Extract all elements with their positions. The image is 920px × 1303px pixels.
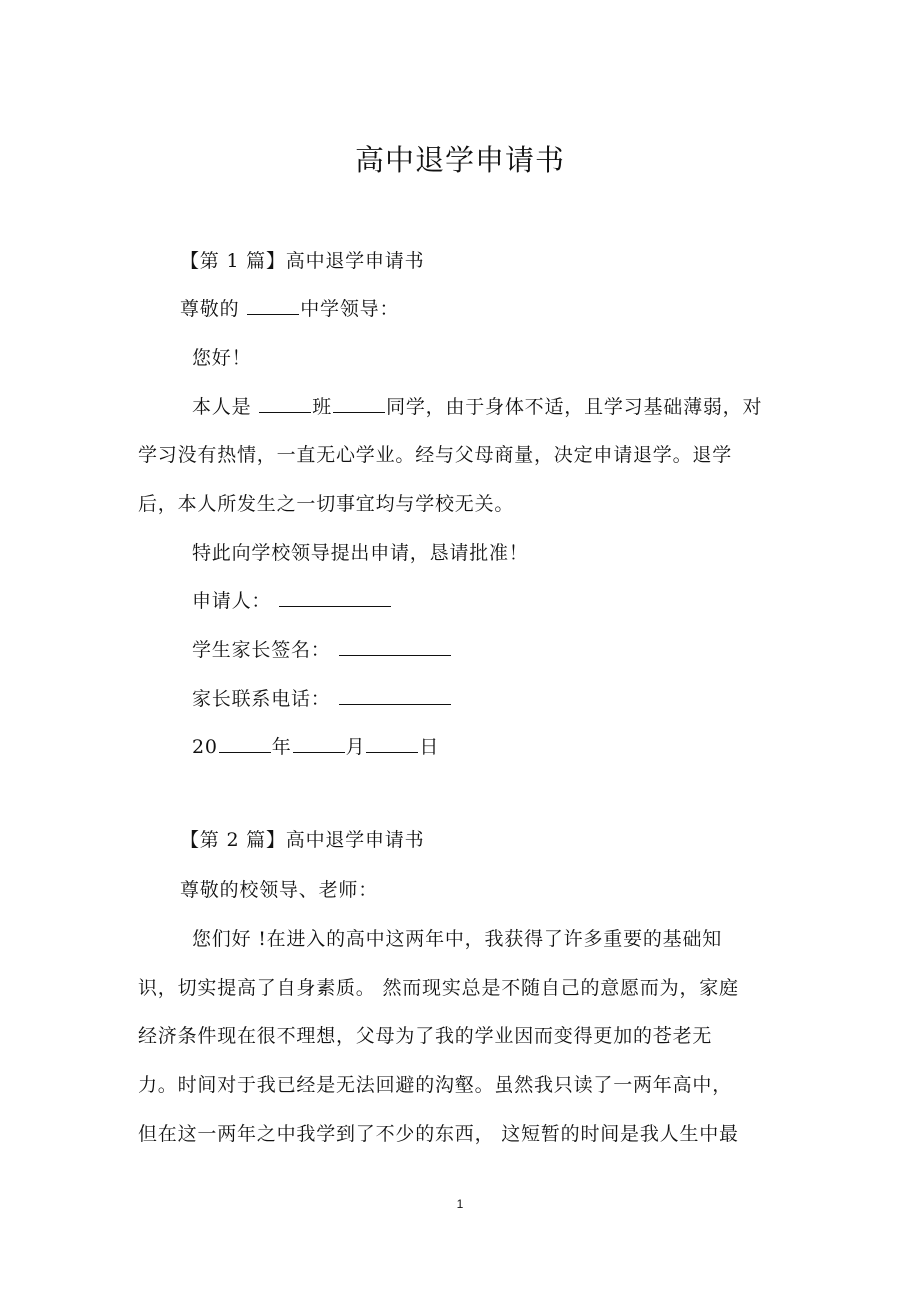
section2-body-line-2: 识，切实提高了自身素质。 然而现实总是不随自己的意愿而为，家庭 xyxy=(138,977,739,999)
section1-body-line-2: 学习没有热情，一直无心学业。经与父母商量，决定申请退学。退学 xyxy=(138,444,733,466)
month-blank xyxy=(293,734,345,753)
section1-request: 特此向学校领导提出申请，恳请批准！ xyxy=(192,542,529,564)
salutation-prefix: 尊敬的 xyxy=(180,298,247,320)
section2-body-line-5: 但在这一两年之中我学到了不少的东西， 这短暂的时间是我人生中最 xyxy=(138,1123,739,1145)
section2-body-line-1: 您们好 !在进入的高中这两年中，我获得了许多重要的基础知 xyxy=(192,928,723,950)
parent-signature-blank xyxy=(339,637,451,656)
document-title: 高中退学申请书 xyxy=(354,143,565,177)
section1-body-line-3: 后，本人所发生之一切事宜均与学校无关。 xyxy=(138,493,515,515)
class-blank xyxy=(259,394,311,413)
body-text: 班 xyxy=(312,396,333,418)
applicant-label: 申请人： xyxy=(192,590,272,612)
year-blank xyxy=(219,734,271,753)
date-month: 月 xyxy=(345,736,366,758)
parent-signature-line xyxy=(192,636,452,664)
body-text: 本人是 xyxy=(192,396,259,418)
parent-phone-label: 家长联系电话： xyxy=(192,688,331,710)
section2-body-line-3: 经济条件现在很不理想，父母为了我的学业因而变得更加的苍老无 xyxy=(138,1025,713,1047)
date-line xyxy=(192,733,439,761)
salutation-suffix: 中学领导： xyxy=(300,298,400,320)
parent-phone-blank xyxy=(339,686,451,705)
date-day: 日 xyxy=(419,736,440,758)
applicant-line xyxy=(192,587,392,615)
section1-heading: 【第 1 篇】高中退学申请书 xyxy=(180,250,425,272)
parent-signature-label: 学生家长签名： xyxy=(192,639,331,661)
section2-salutation: 尊敬的校领导、老师： xyxy=(180,879,379,901)
section1-body-line-1 xyxy=(192,393,762,421)
applicant-blank xyxy=(279,588,391,607)
date-year: 年 xyxy=(271,736,292,758)
body-text: 同学，由于身体不适，且学习基础薄弱，对 xyxy=(386,396,763,418)
section2-body-line-4: 力。时间对于我已经是无法回避的沟壑。虽然我只读了一两年高中， xyxy=(138,1074,733,1096)
student-name-blank xyxy=(333,394,385,413)
day-blank xyxy=(366,734,418,753)
section1-greeting: 您好！ xyxy=(192,347,252,369)
parent-phone-line xyxy=(192,685,452,713)
section2-heading: 【第 2 篇】高中退学申请书 xyxy=(180,829,425,851)
date-prefix: 20 xyxy=(192,736,218,758)
section1-salutation xyxy=(180,295,399,323)
page-number: 1 xyxy=(456,1197,464,1211)
school-name-blank xyxy=(247,296,299,315)
